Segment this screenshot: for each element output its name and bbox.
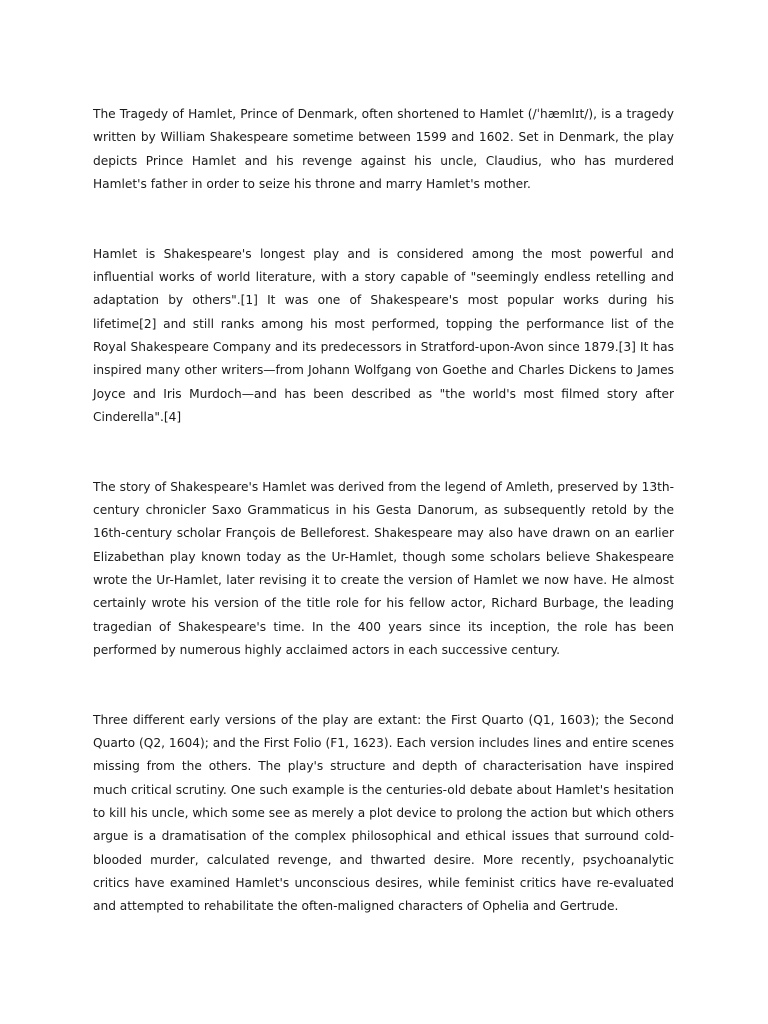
document-body [93,103,674,965]
paragraph-versions: Three different early versions of the play are extant: the First Quarto (Q1, 1603); the Second Quarto (Q2, 1604); and the First Folio (F1, 1623). Each version includes lines and entire scenes missing from the others. The play's structure and depth of characterisation have inspired much critical scrutiny. One such example is the centuries-old debate about Hamlet's hesitation to kill his uncle, which some see as merely a plot device to prolong the action but which others argue is a dramatisation of the complex philosophical and ethical issues that surround cold-blooded murder, calculated revenge, and thwarted desire. More recently, psychoanalytic critics have examined Hamlet's unconscious desires, while feminist critics have re-evaluated and attempted to rehabilitate the often-maligned characters of Ophelia and Gertrude. [93,712,675,914]
paragraph-significance: Hamlet is Shakespeare's longest play and is considered among the most powerful and influential works of world literature, with a story capable of "seemingly endless retelling and adaptation by others".[1] It was one of Shakespeare's most popular works during his lifetime[2] and still ranks among his most performed, topping the performance list of the Royal Shakespeare Company and its predecessors in Stratford-upon-Avon since 1879.[3] It has inspired many other writers—from Johann Wolfgang von Goethe and Charles Dickens to James Joyce and Iris Murdoch—and has been described as "the world's most filmed story after Cinderella".[4] [93,246,674,424]
paragraph-sources: The story of Shakespeare's Hamlet was derived from the legend of Amleth, preserved by 13th-century chronicler Saxo Grammaticus in his Gesta Danorum, as subsequently retold by the 16th-century scholar François de Belleforest. Shakespeare may also have drawn on an earlier Elizabethan play known today as the Ur-Hamlet, though some scholars believe Shakespeare wrote the Ur-Hamlet, later revising it to create the version of Hamlet we now have. He almost certainly wrote his version of the title role for his fellow actor, Richard Burbage, the leading tragedian of Shakespeare's time. In the 400 years since its inception, the role has been performed by numerous highly acclaimed actors in each successive century. [93,479,674,657]
paragraph-intro: The Tragedy of Hamlet, Prince of Denmark, often shortened to Hamlet (/ˈhæmlɪt/), is a tragedy written by William Shakespeare sometime between 1599 and 1602. Set in Denmark, the play depicts Prince Hamlet and his revenge against his uncle, Claudius, who has murdered Hamlet's father in order to seize his throne and marry Hamlet's mother. [93,107,674,191]
